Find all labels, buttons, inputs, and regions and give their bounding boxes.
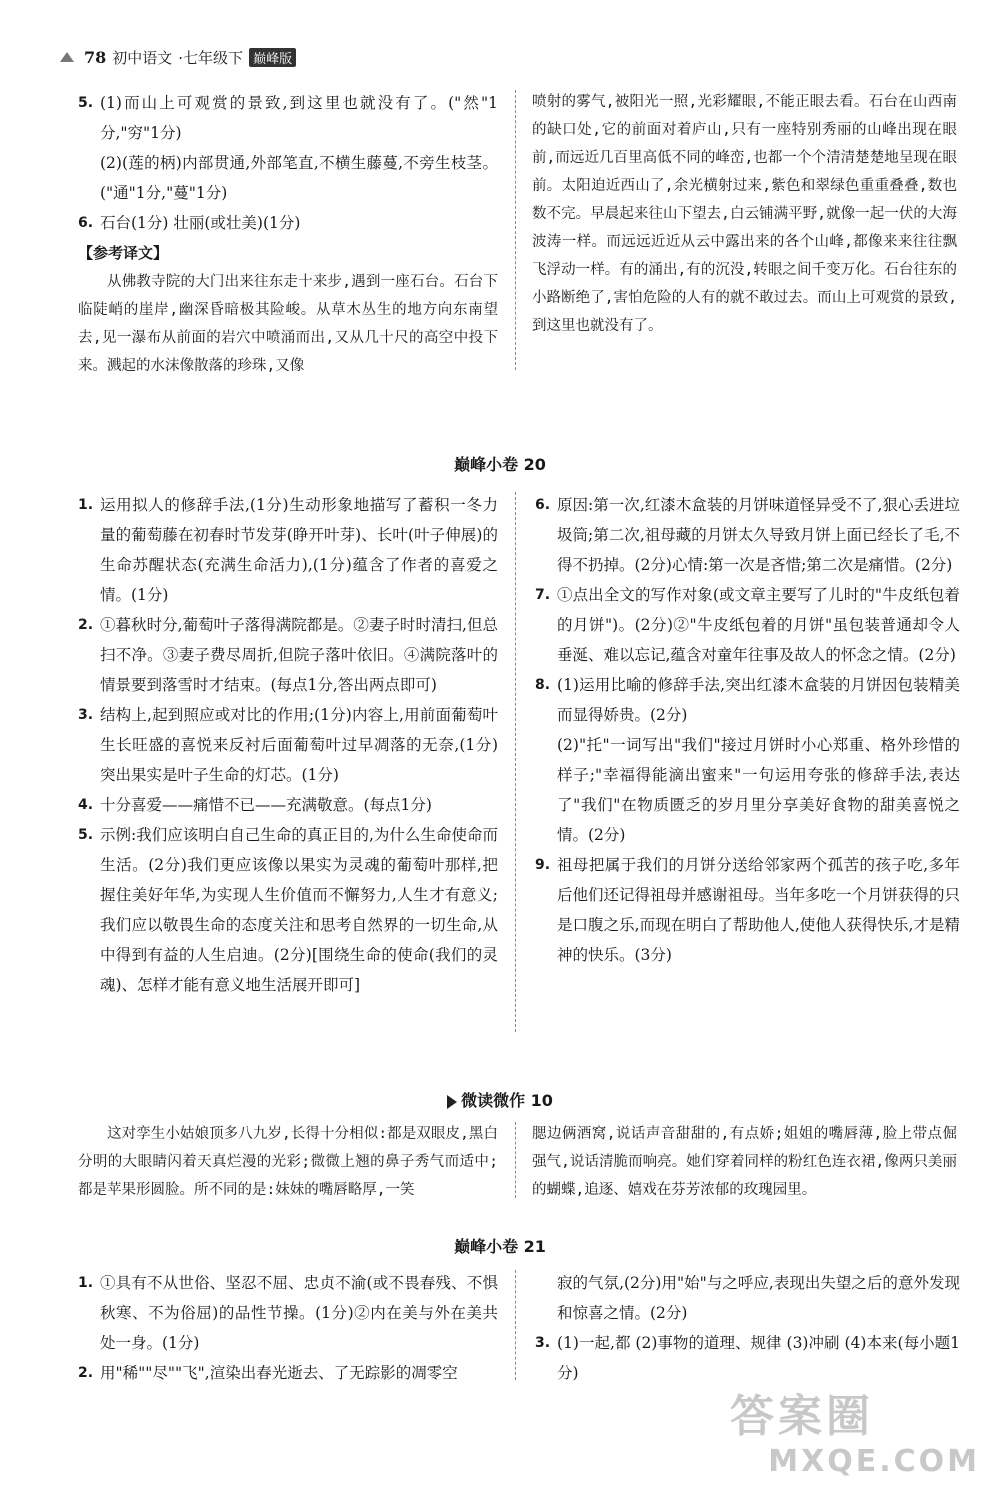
part1-left-column bbox=[78, 88, 498, 380]
answer-item bbox=[535, 670, 960, 730]
part1-right-column bbox=[532, 88, 957, 340]
item-number: 3. bbox=[78, 707, 94, 723]
watermark-line1: 答案圈 bbox=[730, 1391, 874, 1442]
answer-item bbox=[78, 610, 498, 700]
answer-item bbox=[535, 1328, 960, 1388]
reference-translation-title: 【参考译文】 bbox=[78, 244, 169, 262]
item-number bbox=[535, 730, 557, 850]
answer-item bbox=[78, 208, 498, 238]
weidu-title: 微读微作 10 bbox=[461, 1091, 553, 1110]
answer-item bbox=[78, 790, 498, 820]
answer-item bbox=[535, 730, 960, 850]
answer-item bbox=[535, 580, 960, 670]
series: ·七年级下 bbox=[178, 48, 244, 67]
item-number: 1. bbox=[78, 1275, 94, 1291]
item-number: 3. bbox=[535, 1335, 551, 1351]
answer-text: 原因:第一次,红漆木盒装的月饼味道怪异受不了,狠心丢进垃圾筒;第二次,祖母藏的月饼太久导致月饼上面已经长了毛,不得不扔掉。(2分)心情:第一次是吝惜;第二次是痛惜。(2分) bbox=[557, 496, 960, 574]
item-number: 4. bbox=[78, 797, 94, 813]
answer-item bbox=[78, 820, 498, 1000]
item-number: 2. bbox=[78, 1365, 94, 1381]
weidu-right-text: 腮边俩酒窝,说话声音甜甜的,有点娇;姐姐的嘴唇薄,脸上带点倔强气,说话清脆而响亮。她们穿着同样的粉红色连衣裙,像两只美丽的蝴蝶,追逐、嬉戏在芬芳浓郁的玫瑰园里。 bbox=[532, 1126, 957, 1198]
answer-text: ①暮秋时分,葡萄叶子落得满院都是。②妻子时时清扫,但总扫不净。③妻子费尽周折,但院子落叶依旧。④满院落叶的情景要到落雪时才结束。(每点1分,答出两点即可) bbox=[100, 616, 498, 694]
column-divider bbox=[515, 1270, 516, 1380]
weidu-left-text: 这对孪生小姑娘顶多八九岁,长得十分相似:都是双眼皮,黑白分明的大眼睛闪着天真烂漫的光彩;微微上翘的鼻子秀气而适中;都是苹果形圆脸。所不同的是:妹妹的嘴唇略厚,一笑 bbox=[78, 1126, 498, 1198]
section21-right-column bbox=[535, 1268, 960, 1388]
item-number: 8. bbox=[535, 677, 551, 693]
answer-item bbox=[535, 490, 960, 580]
item-number: 5. bbox=[78, 95, 94, 111]
answer-text: 用"稀""尽""飞",渲染出春光逝去、了无踪影的凋零空 bbox=[100, 1364, 458, 1382]
corner-triangle-icon bbox=[60, 52, 74, 62]
answer-item bbox=[535, 1268, 960, 1328]
answer-text: ①点出全文的写作对象(或文章主要写了儿时的"牛皮纸包着的月饼")。(2分)②"牛皮纸包着的月饼"虽包装普通却令人垂涎、难以忘记,蕴含对童年往事及故人的怀念之情。(2分) bbox=[557, 586, 960, 664]
column-divider bbox=[515, 90, 516, 370]
section20-left-column bbox=[78, 490, 498, 1000]
answer-item bbox=[78, 88, 498, 208]
section-title-20: 巅峰小卷 20 bbox=[454, 455, 546, 474]
answer-item bbox=[78, 1358, 498, 1388]
translation-right: 喷射的雾气,被阳光一照,光彩耀眼,不能正眼去看。石台在山西南的缺口处,它的前面对着庐山,只有一座特别秀丽的山峰出现在眼前,而远近几百里高低不同的峰峦,也都一个个清清楚楚地呈现在眼前。太阳迫近西山了,余光横射过来,紫色和翠绿色重重叠叠,数也数不完。早晨起来往山下望去,白云铺满平野,就像一起一伏的大海波涛一样。而远远近近从云中露出来的各个山峰,都像来来往往飘飞浮动一样。有的涌出,有的沉没,转眼之间千变万化。石台往东的小路断绝了,害怕危险的人有的就不敢过去。而山上可观赏的景致,到这里也就没有了。 bbox=[532, 94, 957, 334]
item-number: 6. bbox=[535, 497, 551, 513]
answer-text: 十分喜爱——痛惜不已——充满敬意。(每点1分) bbox=[100, 796, 432, 814]
watermark-line2: MXQE.COM bbox=[768, 1444, 980, 1479]
answer-text: ①具有不从世俗、坚忍不屈、忠贞不渝(或不畏春残、不惧秋寒、不为俗屈)的品性节操。(1分)②内在美与外在美共处一身。(1分) bbox=[100, 1274, 498, 1352]
item-number: 9. bbox=[535, 857, 551, 873]
translation-left: 从佛教寺院的大门出来往东走十来步,遇到一座石台。石台下临陡峭的崖岸,幽深昏暗极其险峻。从草木丛生的地方向东南望去,见一瀑布从前面的岩穴中喷涌而出,又从几十尺的高空中投下来。溅起的水沫像散落的珍珠,又像 bbox=[78, 274, 498, 374]
answer-text: 运用拟人的修辞手法,(1分)生动形象地描写了蓄积一冬力量的葡萄藤在初春时节发芽(睁开叶芽)、长叶(叶子伸展)的生命苏醒状态(充满生命活力),(1分)蕴含了作者的喜爱之情。(1分) bbox=[100, 496, 498, 604]
answer-text: (1)一起,都 (2)事物的道理、规律 (3)冲刷 (4)本来(每小题1分) bbox=[557, 1334, 960, 1382]
column-divider bbox=[515, 492, 516, 1032]
answer-line: (2)(莲的柄)内部贯通,外部笔直,不横生藤蔓,不旁生枝茎。("通"1分,"蔓"1分) bbox=[100, 154, 498, 202]
answer-text: (2)"托"一词写出"我们"接过月饼时小心郑重、格外珍惜的样子;"幸福得能滴出蜜来"一句运用夸张的修辞手法,表达了"我们"在物质匮乏的岁月里分享美好食物的甜美喜悦之情。(2分) bbox=[557, 736, 960, 844]
section21-left-column bbox=[78, 1268, 498, 1388]
answer-item bbox=[535, 850, 960, 970]
answer-text: 示例:我们应该明白自己生命的真正目的,为什么生命使命而生活。(2分)我们更应该像以果实为灵魂的葡萄叶那样,把握住美好年华,为实现人生价值而不懈努力,人生才有意义;我们应以敬畏生命的态度关注和思考自然界的一切生命,从中得到有益的人生启迪。(2分)[围绕生命的使命(我们的灵魂)、怎样才能有意义地生活展开即可] bbox=[100, 826, 498, 994]
column-divider bbox=[515, 1122, 516, 1198]
item-number bbox=[535, 1268, 557, 1328]
section20-right-column bbox=[535, 490, 960, 970]
item-number: 5. bbox=[78, 827, 94, 843]
answer-line: 石台(1分) 壮丽(或壮美)(1分) bbox=[100, 214, 301, 232]
edition-badge: 巅峰版 bbox=[249, 48, 296, 67]
answer-item bbox=[78, 490, 498, 610]
page-header bbox=[60, 42, 460, 72]
answer-text: (1)运用比喻的修辞手法,突出红漆木盒装的月饼因包装精美而显得娇贵。(2分) bbox=[557, 676, 960, 724]
answer-text: 祖母把属于我们的月饼分送给邻家两个孤苦的孩子吃,多年后他们还记得祖母并感谢祖母。当年多吃一个月饼获得的只是口腹之乐,而现在明白了帮助他人,使他人获得快乐,才是精神的快乐。(3分) bbox=[557, 856, 961, 964]
answer-item bbox=[78, 1268, 498, 1358]
item-number: 2. bbox=[78, 617, 94, 633]
item-number: 6. bbox=[78, 215, 94, 231]
weidu-left-column bbox=[78, 1098, 498, 1204]
site-watermark bbox=[730, 1380, 990, 1490]
answer-item bbox=[78, 700, 498, 790]
answer-text: 寂的气氛,(2分)用"始"与之呼应,表现出失望之后的意外发现和惊喜之情。(2分) bbox=[557, 1274, 960, 1322]
weidu-right-column bbox=[532, 1120, 957, 1204]
subject: 初中语文 bbox=[112, 48, 173, 67]
page-number: 78 bbox=[84, 47, 107, 67]
item-number: 7. bbox=[535, 587, 551, 603]
answer-line: (1)而山上可观赏的景致,到这里也就没有了。("然"1分,"穷"1分) bbox=[100, 94, 498, 142]
answer-text: 结构上,起到照应或对比的作用;(1分)内容上,用前面葡萄叶生长旺盛的喜悦来反衬后面葡萄叶过早凋落的无奈,(1分)突出果实是叶子生命的灯芯。(1分) bbox=[100, 706, 498, 784]
item-number: 1. bbox=[78, 497, 94, 513]
section-title-21: 巅峰小卷 21 bbox=[454, 1237, 546, 1256]
